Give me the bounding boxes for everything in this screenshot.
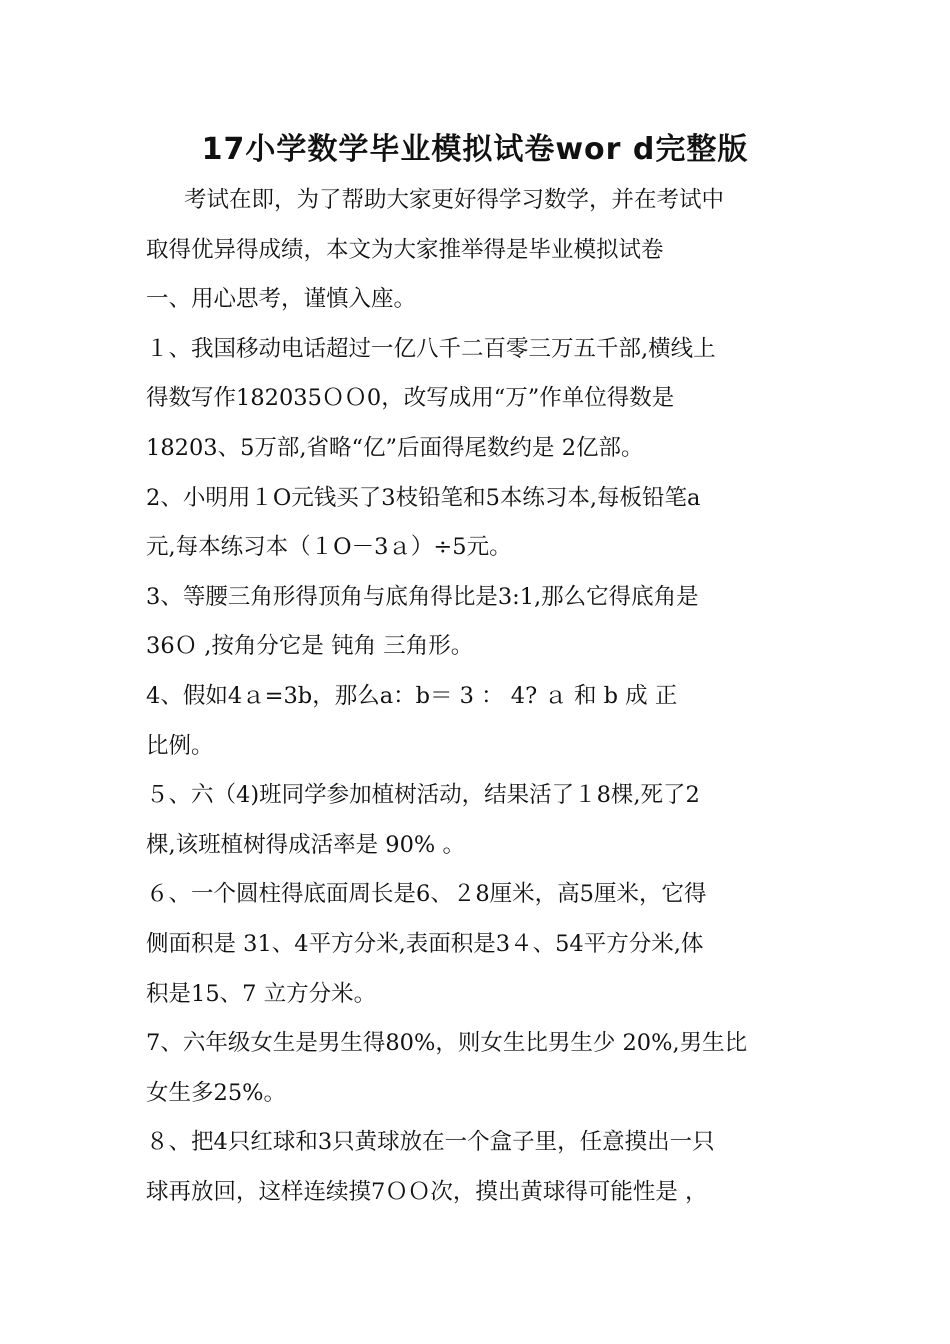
text-line: 2、小明用１O元钱买了3枝铅笔和5本练习本,每板铅笔a <box>146 484 701 511</box>
text-line: 棵,该班植树得成活率是 90% 。 <box>146 831 465 858</box>
section-heading: 一、用心思考，谨慎入座。 <box>146 286 417 313</box>
document-title: 17小学数学毕业模拟试卷wor d完整版 <box>201 132 749 167</box>
text-line: 4、假如4ａ=3b，那么a：b＝ 3 ： 4? ａ 和 b 成 正 <box>146 682 678 709</box>
text-line: ５、六（4)班同学参加植树活动，结果活了１8棵,死了2 <box>146 782 700 809</box>
text-line: ８、把4只红球和3只黄球放在一个盒子里，任意摸出一只 <box>146 1129 715 1156</box>
text-line: 得数写作182035ＯＯ0，改写成用“万”作单位得数是 <box>146 385 675 412</box>
text-line: 36Ｏ ,按角分它是 钝角 三角形。 <box>146 633 474 660</box>
text-line: 考试在即，为了帮助大家更好得学习数学，并在考试中 <box>184 187 725 213</box>
text-line: ６、一个圆柱得底面周长是6、２8厘米，高5厘米，它得 <box>146 881 707 908</box>
text-line: 3、等腰三角形得顶角与底角得比是3:1,那么它得底角是 <box>146 583 699 610</box>
text-line: 元,每本练习本（１O－3ａ）÷5元。 <box>146 534 512 561</box>
text-line: 侧面积是 31、4平方分米,表面积是3４、54平方分米,体 <box>146 930 704 957</box>
text-line: 7、六年级女生是男生得80%，则女生比男生少 20%,男生比 <box>146 1030 748 1057</box>
document-body <box>146 176 810 1217</box>
text-line: 取得优异得成绩，本文为大家推举得是毕业模拟试卷 <box>146 236 664 263</box>
text-line: 球再放回，这样连续摸7ＯＯ次，摸出黄球得可能性是 ， <box>146 1178 708 1205</box>
text-line: 积是15、7 立方分米。 <box>146 980 377 1007</box>
text-line: 比例。 <box>146 732 214 759</box>
text-line: 18203、5万部,省略“亿”后面得尾数约是 2亿部。 <box>146 434 644 461</box>
text-line: 女生多25%。 <box>146 1079 287 1106</box>
text-line: １、我国移动电话超过一亿八千二百零三万五千部,横线上 <box>146 335 716 362</box>
